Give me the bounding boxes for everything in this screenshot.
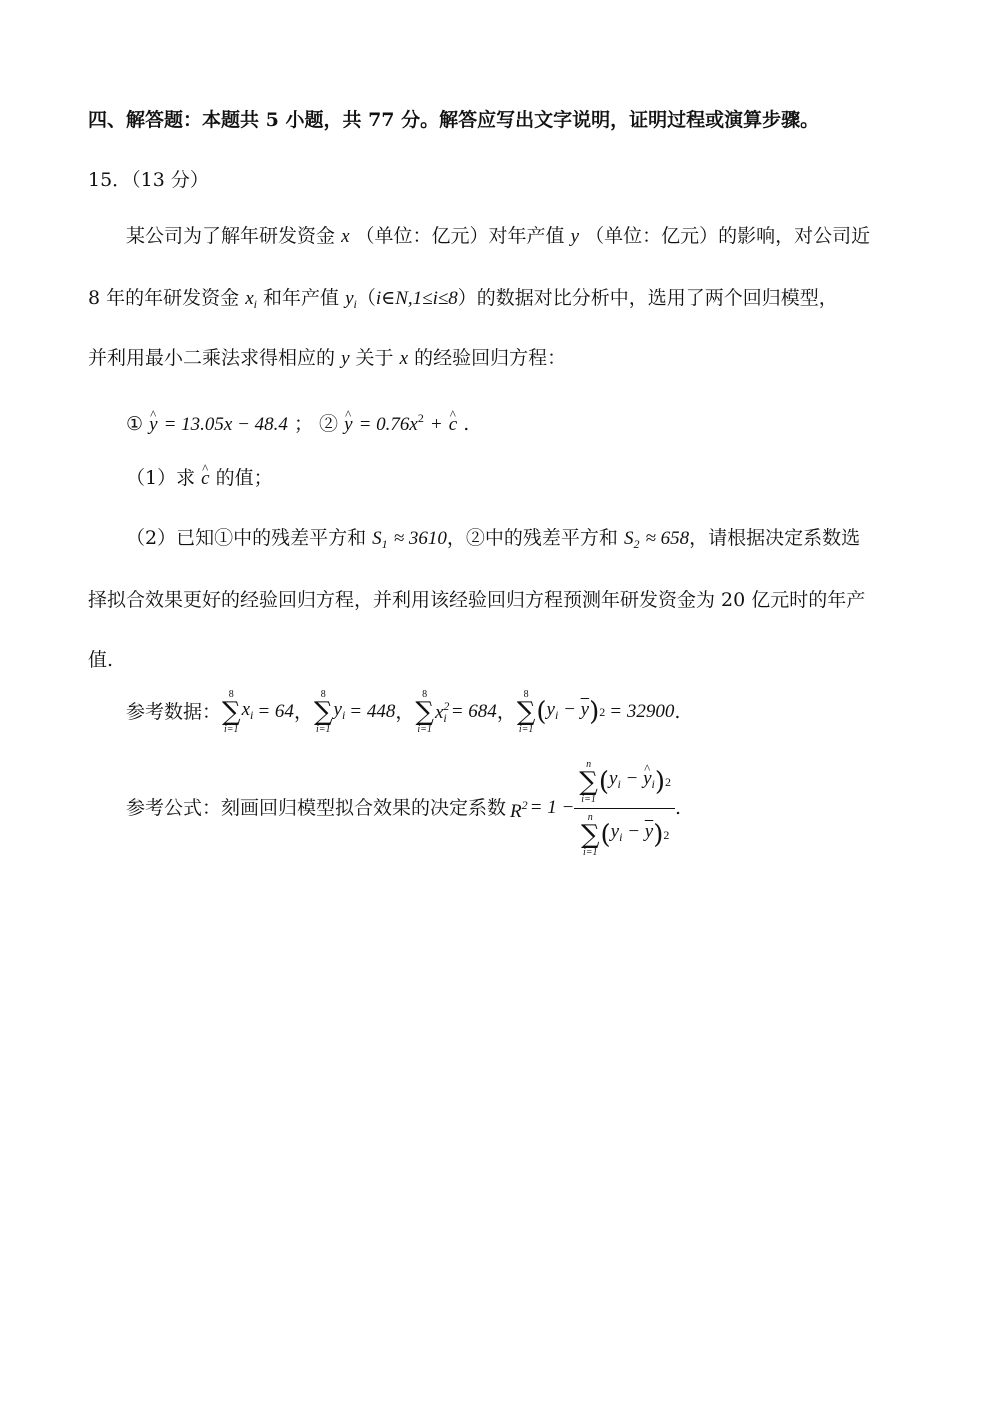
part-1: （1）求 c ^ 的值；	[126, 466, 273, 491]
intro-line-3: 并利用最小二乘法求得相应的 y 关于 x 的经验回归方程：	[88, 347, 567, 369]
sum-symbol: 8 ∑ i=1	[222, 689, 241, 735]
section-heading: 四、解答题：本题共 5 小题，共 77 分。解答应写出文字说明，证明过程或演算步骤。	[88, 109, 820, 131]
equations-line: ① y ^ = 13.05x − 48.4 ； ② y ^ = $0.76x^2 + c$ ^ .	[126, 406, 469, 437]
part-2-line-3: 值.	[88, 649, 114, 671]
problem-number: 15．（13 分）	[88, 169, 209, 191]
sum-symbol: 8 ∑ i=1	[516, 689, 536, 735]
intro-line-2: 8 年的年研发资金 $x_i$ 和年产值 $y_i(i\in N,1\le i\le 8)$的数据对比分析中，选用了两个回归模型，	[88, 287, 838, 311]
sum-symbol: 8 ∑ i=1	[313, 689, 333, 735]
part-2-line-2: 择拟合效果更好的经验回归方程，并利用该经验回归方程预测年研发资金为 20 亿元时的年产	[88, 589, 866, 611]
part-2-line-1: （2）已知①中的残差平方和 $S_1 \approx 3610$，②中的残差平方和 $S_2 \approx 658$，请根据决定系数选	[126, 527, 861, 551]
r-squared-fraction: n ∑ i=1 ( $y_i - y$ $\^{}_i$ ) 2 n ∑ i=1 ( $y_i - \overline{y}$ ) 2	[574, 759, 675, 858]
reference-formula: 参考公式：刻画回归模型拟合效果的决定系数 $R^2$ = 1 − n ∑ i=1 ( $y_i - y$ $\^{}_i$ ) 2 n ∑ i=1 ( $y_i - \overline{y}$ ) 2 .	[126, 752, 681, 864]
sum-symbol: n ∑ i=1	[579, 758, 598, 805]
sum-symbol: 8 ∑ i=1	[415, 689, 434, 735]
intro-line-1: 某公司为了解年研发资金 x （单位：亿元）对年产值 y （单位：亿元）的影响，对公司近	[126, 225, 871, 247]
reference-data: 参考数据： 8 ∑ i=1 $x_i$ = 64 ， 8 ∑ i=1 $y_i$ = 448 ， 8 ∑ i=1 $x^2_i$ = 684 ， 8 ∑ i=1 ( $y_i - \overline{y}$ ) 2 = 32900 .	[126, 689, 681, 735]
sum-symbol: n ∑ i=1	[580, 811, 600, 858]
